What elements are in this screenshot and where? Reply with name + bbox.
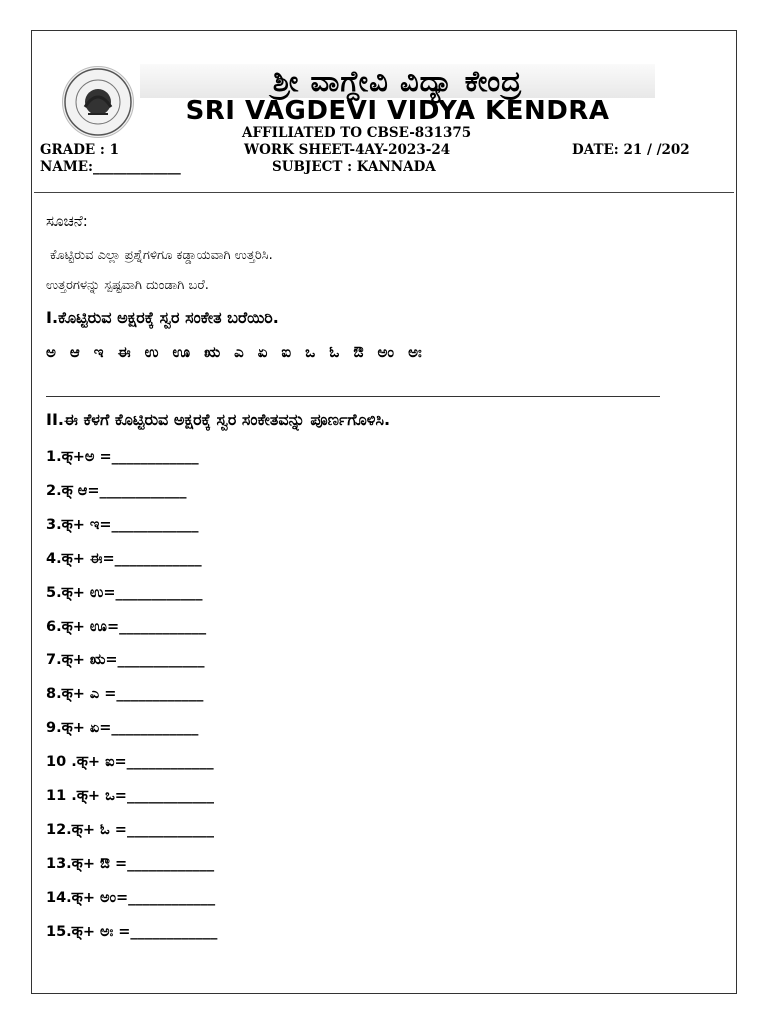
vowel-letter: ಊ [172, 343, 191, 361]
section-2-title: II.ಈ ಕೆಳಗೆ ಕೊಟ್ಟಿರುವ ಅಕ್ಷರಕ್ಕೆ ಸ್ವರ ಸಂಕೇತವನ್ನು ಪೂರ್ಣಗೊಳಿಸಿ. [46, 410, 391, 429]
vowel-letter: ಔ [353, 343, 364, 361]
vowel-list [46, 343, 436, 361]
vowel-letter: ಋ [204, 343, 221, 361]
section-1-title: I.ಕೊಟ್ಟಿರುವ ಅಕ್ಷರಕ್ಕೆ ಸ್ವರ ಸಂಕೇತ ಬರೆಯಿರಿ. [46, 308, 279, 327]
question-item: 13.क्+ ಔ =____________ [46, 855, 215, 872]
question-item: 3.क्+ ಇ=____________ [46, 516, 199, 533]
question-item: 1.क्+ಅ =____________ [46, 449, 199, 465]
question-item: 5.क्+ ಉ=____________ [46, 584, 203, 601]
logo-emblem-icon [63, 67, 133, 137]
school-logo [62, 66, 134, 138]
school-name-english: SRI VAGDEVI VIDYA KENDRA [185, 96, 610, 126]
affiliation: AFFILIATED TO CBSE-831375 [242, 125, 472, 141]
name-field: NAME:_____________ [40, 159, 181, 175]
vowel-letter: ಓ [329, 343, 340, 361]
worksheet-code: WORK SHEET-4AY-2023-24 [244, 142, 451, 158]
question-item: 12.क्+ ಓ =____________ [46, 821, 214, 838]
question-item: 8.क्+ ಎ =____________ [46, 686, 204, 703]
vowel-letter: ಆ [69, 343, 80, 361]
instruction-line-2: ಉತ್ತರಗಳನ್ನು ಸ್ಪಷ್ಟವಾಗಿ ದುಂಡಾಗಿ ಬರೆ. [46, 278, 209, 293]
header-divider [34, 192, 734, 193]
vowel-letter: ಉ [144, 343, 159, 361]
question-item: 6.क्+ ಊ=____________ [46, 618, 207, 635]
instructions-heading: ಸೂಚನೆ: [46, 212, 88, 230]
school-name-kannada: ಶ್ರೀ ವಾಗ್ದೇವಿ ವಿದ್ಯಾ ಕೇಂದ್ರ [140, 64, 655, 98]
question-item: 2.क् ಆ=____________ [46, 482, 187, 499]
vowel-letter: ಐ [281, 343, 292, 361]
subject: SUBJECT : KANNADA [272, 159, 436, 175]
question-item: 10 .क्+ ಐ=____________ [46, 754, 214, 771]
question-item: 11 .क्+ ಒ=____________ [46, 788, 214, 804]
date-field: DATE: 21 / /202 [572, 142, 690, 158]
question-item: 14.क्+ ಅಂ=____________ [46, 889, 216, 906]
question-item: 7.क्+ ಋ=____________ [46, 652, 205, 669]
vowel-letter: ಅಂ [377, 343, 395, 361]
answer-line [46, 396, 660, 397]
vowel-letter: ಅಃ [408, 343, 422, 361]
grade: GRADE : 1 [40, 142, 119, 158]
vowel-letter: ಏ [257, 343, 268, 361]
vowel-letter: ಎ [234, 343, 244, 361]
question-item: 15.क्+ ಅಃ =____________ [46, 923, 218, 940]
vowel-letter: ಇ [93, 343, 104, 361]
vowel-letter: ಅ [46, 343, 56, 361]
vowel-letter: ಒ [305, 343, 316, 361]
instruction-line-1: ಕೊಟ್ಟಿರುವ ಎಲ್ಲಾ ಪ್ರಶ್ನೆಗಳಿಗೂ ಕಡ್ಡಾಯವಾಗಿ ಉತ್ತರಿಸಿ. [50, 248, 273, 263]
vowel-letter: ಈ [117, 343, 131, 361]
question-item: 9.क्+ ಏ=____________ [46, 720, 199, 737]
question-item: 4.क्+ ಈ=____________ [46, 550, 202, 567]
